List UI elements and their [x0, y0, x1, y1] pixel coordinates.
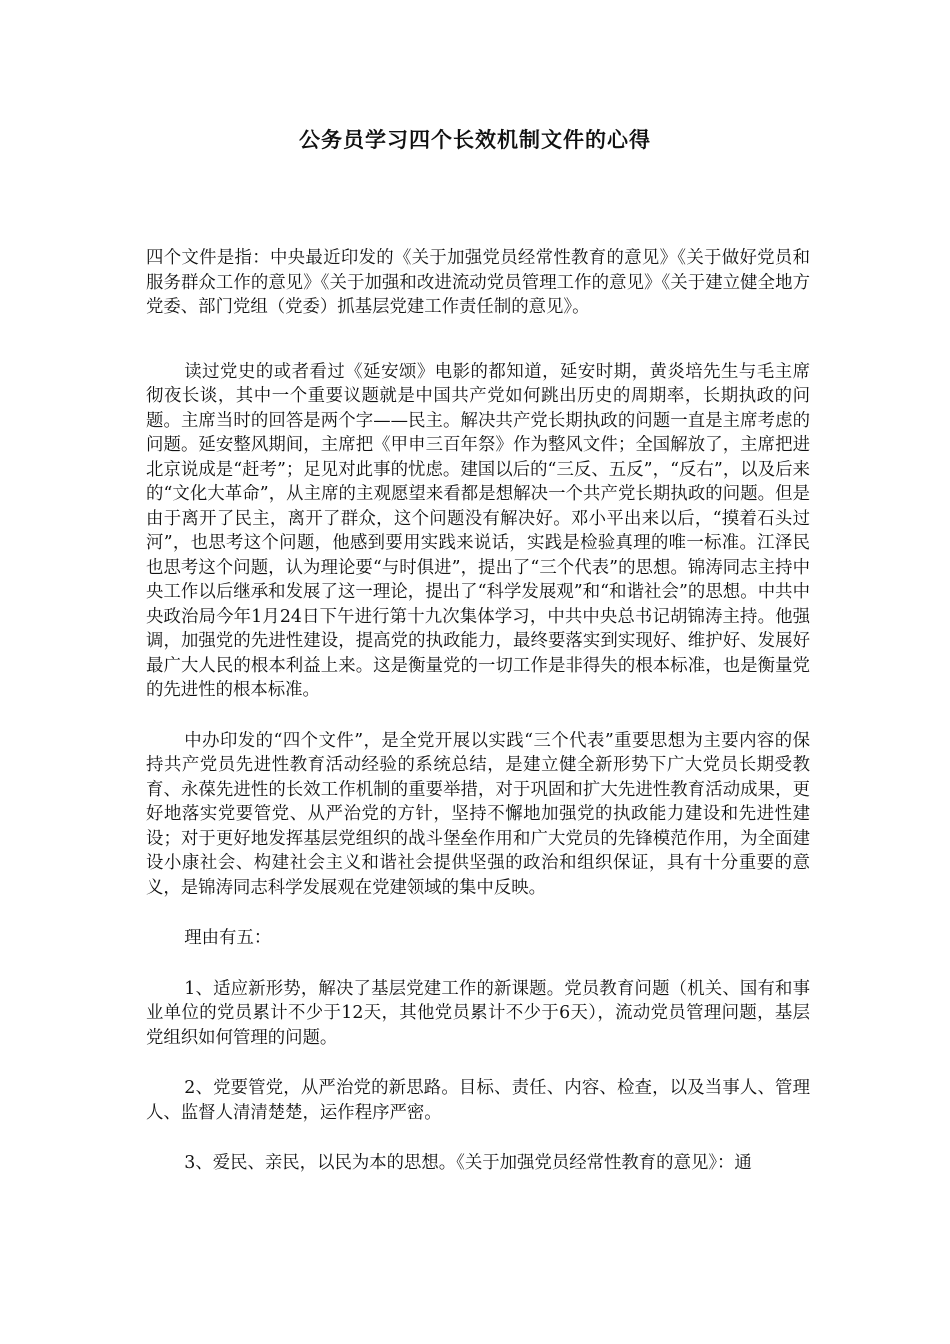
paragraph-four-documents: 四个文件是指：中央最近印发的《关于加强党员经常性教育的意见》《关于做好党员和服务群众工作的意见》《关于加强和改进流动党员管理工作的意见》《关于建立健全地方党委、部门党组（党委）抓基层党建工作责任制的意见》。: [146, 248, 810, 317]
paragraph-reasons-heading: 理由有五：: [184, 928, 272, 948]
document-body: [146, 246, 810, 1202]
paragraph-history: 读过党史的或者看过《延安颂》电影的都知道，延安时期，黄炎培先生与毛主席彻夜长谈，其中一个重要议题就是中国共产党如何跳出历史的周期率，长期执政的问题。主席当时的回答是两个字——民主。解决共产党长期执政的问题一直是主席考虑的问题。延安整风期间，主席把《甲申三百年祭》作为整风文件；全国解放了，主席把进北京说成是“赶考”；足见对此事的忧虑。建国以后的“三反、五反”，“反右”，以及后来的“文化大革命”，从主席的主观愿望来看都是想解决一个共产党长期执政的问题。但是由于离开了民主，离开了群众，这个问题没有解决好。邓小平出来以后，“摸着石头过河”，也思考这个问题，他感到要用实践来说话，实践是检验真理的唯一标准。江泽民也思考这个问题，认为理论要“与时俱进”，提出了“三个代表”的思想。锦涛同志主持中央工作以后继承和发展了这一理论，提出了“科学发展观”和“和谐社会”的思想。中共中央政治局今年1月24日下午进行第十九次集体学习，中共中央总书记胡锦涛主持。他强调，加强党的先进性建设，提高党的执政能力，最终要落实到实现好、维护好、发展好最广大人民的根本利益上来。这是衡量党的一切工作是非得失的根本标准，也是衡量党的先进性的根本标准。: [146, 361, 810, 700]
paragraph-significance: 中办印发的“四个文件”，是全党开展以实践“三个代表”重要思想为主要内容的保持共产党员先进性教育活动经验的系统总结，是建立健全新形势下广大党员长期受教育、永葆先进性的长效工作机制的重要举措，对于巩固和扩大先进性教育活动成果，更好地落实党要管党、从严治党的方针，坚持不懈地加强党的执政能力建设和先进性建设；对于更好地发挥基层党组织的战斗堡垒作用和广大党员的先锋模范作用，为全面建设小康社会、构建社会主义和谐社会提供坚强的政治和组织保证，具有十分重要的意义，是锦涛同志科学发展观在党建领域的集中反映。: [146, 730, 810, 898]
paragraph-reason-1: 1、适应新形势，解决了基层党建工作的新课题。党员教育问题（机关、国有和事业单位的党员累计不少于12天，其他党员累计不少于6天），流动党员管理问题，基层党组织如何管理的问题。: [146, 978, 810, 1048]
document-title: 公务员学习四个长效机制文件的心得: [299, 127, 651, 152]
paragraph-reason-2: 2、党要管党，从严治党的新思路。目标、责任、内容、检查，以及当事人、管理人、监督人清清楚楚，运作程序严密。: [146, 1078, 810, 1123]
paragraph-reason-3: 3、爱民、亲民，以民为本的思想。《关于加强党员经常性教育的意见》：通: [184, 1153, 752, 1173]
